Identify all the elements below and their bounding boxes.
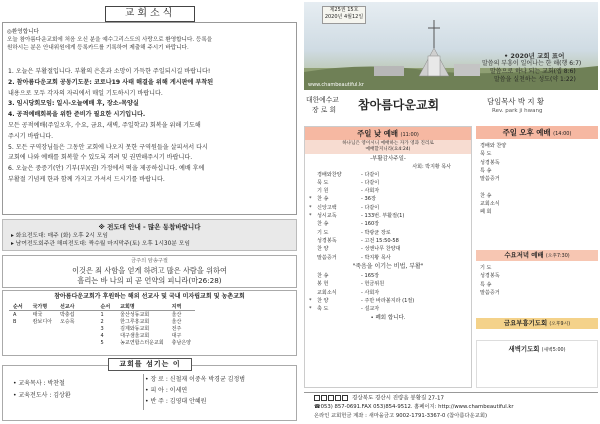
order-row [309, 272, 471, 280]
mission-cell [56, 339, 97, 346]
sermon-title: "죽음을 이기는 비법, 부활" [352, 262, 424, 270]
order-item: 신앙고백 [317, 204, 337, 211]
order-item: 찬 양 [317, 297, 329, 304]
order-detail: - 고전 15:50-58 [361, 237, 399, 244]
mission-cell: 오승목 [60, 319, 75, 325]
afternoon-header [476, 126, 598, 139]
order-row [309, 237, 471, 245]
morning-intro [305, 140, 471, 154]
order-row: 말씀증거 [480, 289, 500, 296]
order-detail: - 다같이 [361, 171, 380, 178]
wednesday-title: 수요저녁 예배 [504, 251, 544, 259]
church-name: 참아름다운교회 [358, 98, 440, 112]
order-row [309, 195, 471, 203]
mission-cell: 울산 [171, 312, 182, 318]
pastor-name: 담임목사 박 지 황 [487, 97, 545, 106]
order-row: 성경봉독 [480, 273, 500, 280]
order-row [309, 297, 471, 305]
header-banner [304, 2, 598, 90]
mission-cell: 울산성동교회 [120, 312, 150, 318]
mission-cell: 충남은양 [171, 340, 191, 346]
wednesday-worship [476, 250, 598, 310]
order-item: 교회소식 [317, 289, 337, 296]
order-row: 특 송 [480, 281, 492, 288]
order-row: 묵 도 [480, 151, 492, 158]
order-item: 성시교독 [317, 213, 337, 220]
footer-account: 온라인 교회헌금 계좌 : 새마을금고 9002-1791-3367-0 (참아름다운교회) [314, 413, 488, 419]
guide-line-2: ▸ 남여전도회주관 해피전도대: 짝수월 마지막주(토) 오후 1시30분 모임 [11, 241, 190, 247]
order-row [309, 289, 471, 297]
afternoon-title: 주일 오후 예배 [502, 128, 551, 137]
order-detail: - 박광균 장로 [361, 229, 391, 236]
morning-header [305, 127, 471, 140]
order-item: 찬 송 [317, 196, 329, 203]
mission-cell: 농교연합스터운교회 [120, 340, 164, 346]
morning-worship [304, 126, 472, 388]
mission-title: 참아름다운교회가 후원하는 해외 선교사 및 국내 미자립교회 및 농촌교회 [54, 293, 245, 300]
order-detail: - 헌금위원 [361, 281, 385, 288]
order-item: 기 원 [317, 188, 329, 195]
order-item: 기 도 [317, 229, 329, 236]
order-item: 성경봉독 [317, 237, 337, 244]
news-item-2: 2. 참아름다운교회 공동기도문: 코로나19 사태 해결을 위해 게시판에 부착된 [8, 78, 214, 86]
news-item-3: 3. 임시당회모임: 일시-오늘예배 후, 장소-목양실 [8, 100, 139, 108]
order-row: 폐 회 [480, 209, 492, 216]
order-item: 경배와찬양 [317, 171, 342, 178]
mission-row [9, 311, 195, 319]
footer-address [314, 395, 444, 403]
morning-leader: 사회: 박지황 목사 [412, 163, 451, 170]
order-detail: - 성앤나무 찬양대 [361, 246, 401, 253]
order-row [309, 254, 471, 262]
mission-cell: 1 [100, 311, 104, 318]
order-detail: - 다같이 [361, 179, 380, 186]
afternoon-order [476, 139, 598, 220]
order-detail: - 165장 [361, 272, 380, 279]
mission-cell [29, 332, 56, 339]
guide-line-1: ▸ 화요전도대: 매주 (화) 오후 2시 모임 [11, 233, 108, 239]
order-detail: - 다같이 [361, 204, 380, 211]
news-item-4b: 모든 공적예배(주일오후, 수요, 금요, 새벽, 주일학교) 회복을 위해 기도해 [8, 121, 201, 129]
mission-header-cell: 순서 [9, 303, 29, 311]
order-row [309, 212, 471, 220]
wednesday-header [476, 250, 598, 261]
order-detail: - 사회자 [361, 289, 380, 296]
pastor-en: Rev. park ji hwang [492, 108, 543, 114]
mission-cell: B [13, 318, 17, 325]
serve-divider [143, 374, 144, 410]
serve-title: 교회를 섬기는 이 [108, 358, 192, 371]
dawn-title: 새벽기도회 [508, 345, 540, 353]
mission-cell: 5 [100, 339, 104, 346]
order-item: 봉 헌 [317, 281, 329, 288]
mission-cell [56, 325, 97, 332]
footer [304, 392, 598, 422]
order-row [309, 280, 471, 288]
mission-table [9, 303, 195, 346]
motto-line-2: 말씀으로 하나 되는 교회(엡 8:6) [490, 68, 576, 75]
order-mark: * [309, 213, 312, 220]
mission-cell: 캄보디아 [32, 319, 52, 325]
order-row [309, 179, 471, 187]
friday-title: 금요부흥기도회 [503, 319, 548, 327]
motto-line-3: 말씀을 실천하는 성도(약 1:22) [494, 76, 576, 83]
morning-order [305, 171, 471, 262]
order-row: 교회소식 [480, 201, 500, 208]
mission-support [2, 290, 297, 356]
order-row [309, 305, 471, 313]
order-row [309, 245, 471, 253]
wednesday-time: (오후7:30) [545, 254, 570, 259]
order-detail: - 설교자 [361, 306, 380, 313]
friday-header [476, 318, 598, 329]
friday-prayer [476, 318, 598, 340]
right-panel [302, 0, 600, 424]
morning-sub: -부활감사주일- [370, 156, 406, 163]
order-row [309, 187, 471, 195]
friday-time: (오후9시) [549, 322, 571, 327]
dawn-time: (새벽5:00) [541, 348, 566, 353]
verse-line-1: 이것은 죄 사함을 얻게 하려고 많은 사람을 위하여 [72, 266, 227, 275]
intro-line-2: 예배할지니라(요4:24) [365, 147, 411, 153]
mission-cell [9, 325, 29, 332]
order-detail: - 주만 바라볼지라 (1절) [361, 297, 415, 304]
mission-cell: A [13, 311, 17, 318]
motto-line-1: 말씀의 부흥이 일어나는 한 해(행 6:7) [482, 60, 582, 67]
order-item: 묵 도 [317, 179, 329, 186]
issue-top: 제25권 15호 [329, 7, 359, 13]
footer-phone: ☎053) 857-0691.FAX 053)854-9512. 홈페이지: http://www.chambeautiful.kr [314, 404, 514, 410]
welcome-label: ◎환영합니다 [7, 29, 39, 35]
news-list [8, 67, 213, 186]
welcome-line-1: 오늘 참아름다운교회에 처음 오신 분을 예수그리스도의 사랑으로 환영합니다. 등록을 [7, 37, 213, 43]
order-mark: * [309, 297, 312, 304]
morning-closing: • 폐회 합니다. [370, 315, 406, 322]
order-item: 축 도 [317, 306, 329, 313]
order-mark: * [309, 196, 312, 203]
order-item: 찬 송 [317, 272, 329, 279]
news-item-6: 6. 오늘은 중증기(안) 기부(부)(권) 가정에서 떡을 제공하십니다. 예배 후에 [8, 165, 205, 173]
order-item: 말씀증거 [317, 254, 337, 261]
mission-cell: 울산 [171, 319, 182, 325]
motto-title: • 2020년 교회 표어 [504, 52, 565, 60]
serve-left-1: • 교육목사 : 박찬철 [13, 380, 65, 387]
mission-cell: 3 [100, 325, 104, 332]
order-row: 찬 송 [480, 192, 492, 199]
news-item-4c: 주시기 바랍니다. [8, 132, 54, 140]
afternoon-time: (14:00) [553, 131, 572, 137]
dawn-header [477, 345, 597, 354]
order-mark: * [309, 204, 312, 211]
news-item-6b: 부활절 기념케 한과 함께 가지고 가셔서 드시기를 바랍니다. [8, 175, 165, 183]
serve-box [2, 365, 297, 421]
news-item-1: 1. 오늘은 부활절입니다. 부활의 은혼과 소망이 가득한 주일되시길 바랍니다! [8, 68, 211, 75]
order-row [309, 220, 471, 228]
order-row: 성경봉독 [480, 159, 500, 166]
order-item: 찬 송 [317, 221, 329, 228]
order-mark: * [309, 306, 312, 313]
serve-left-2: • 교육전도사 : 김상환 [13, 392, 71, 399]
issue-box [322, 6, 366, 24]
order-item: 찬 양 [317, 246, 329, 253]
mission-row [9, 332, 195, 339]
denomination-2: 장 로 회 [312, 106, 337, 114]
order-row [309, 204, 471, 212]
mission-cell: 대구 [171, 333, 182, 339]
mission-cell [9, 332, 29, 339]
mission-header-cell: 교회명 [116, 303, 167, 311]
order-detail: - 사회자 [361, 188, 380, 195]
order-row [480, 183, 594, 191]
mission-cell: 2 [100, 318, 104, 325]
guide-title: ※ 전도대 안내 - 많은 동참바랍니다 [98, 223, 201, 231]
morning-title: 주일 낮 예배 [357, 129, 398, 138]
serve-right-3: • 반 주 : 김영대 안혜원 [145, 398, 207, 405]
welcome-line-2: 원하시는 분은 안내위원에게 등록카드를 기록하여 제출해 주시기 바랍니다. [7, 45, 189, 51]
mission-header-cell: 순서 [97, 303, 117, 311]
afternoon-worship [476, 126, 598, 246]
morning-time: (11:00) [400, 132, 419, 138]
mission-row [9, 325, 195, 332]
mission-cell: 한그루흥교회 [120, 319, 150, 325]
dawn-prayer [476, 340, 598, 388]
mission-cell [29, 339, 56, 346]
serve-right-2: • 피 아 : 이세연 [145, 387, 188, 394]
mission-cell: 4 [100, 332, 104, 339]
mission-row [9, 318, 195, 325]
verse-title: 금주의 암송구절 [131, 258, 168, 264]
denomination-1: 대한예수교 [306, 96, 339, 104]
site-url: www.chambeautiful.kr [308, 82, 364, 88]
order-row [309, 229, 471, 237]
order-detail: - 박지황 목사 [361, 254, 391, 261]
order-row: 경배와 찬양 [480, 143, 507, 149]
order-row: 기 도 [480, 265, 492, 271]
mission-header-cell: 국가명 [29, 303, 56, 311]
order-row: 특 송 [480, 167, 492, 174]
address-text: 경상북도 경산시 진량읍 봉황길 27-17 [352, 395, 445, 402]
news-box [2, 22, 297, 215]
order-detail: - 36장 [361, 196, 376, 203]
mission-cell: 대구샘울교회 [120, 333, 150, 339]
mission-header-cell: 선교사 [56, 303, 97, 311]
news-item-4: 4. 공적예배회복을 위한 준비가 필요한 시기입니다. [8, 111, 146, 119]
news-item-5b: 교회에 나와 예배를 회복할 수 있도록 격려 및 권면해주시기 바랍니다. [8, 154, 193, 162]
order-detail: - 133번. 부활절(1) [361, 213, 405, 220]
mission-row [9, 339, 195, 346]
mission-header-cell: 지역 [168, 303, 195, 311]
news-item-2b: 내용으로 모두 각자의 자리에서 매일 기도하시기 바랍니다. [8, 89, 163, 97]
serve-right-1: • 장 로 : 신철재 이중옥 박경균 김정범 [145, 376, 246, 383]
order-detail: - 160장 [361, 221, 380, 228]
wednesday-order [476, 261, 598, 300]
mission-cell [9, 339, 29, 346]
evangelism-guide [2, 219, 297, 251]
verse-line-2: 흘리는 바 나의 피 곧 언약의 피니라(마26:28) [77, 276, 222, 285]
mission-cell: 박충섭 [60, 312, 75, 318]
mission-cell: 전주 [171, 326, 182, 332]
order-row [309, 171, 471, 179]
memory-verse [2, 255, 297, 288]
news-item-5: 5. 모든 구역장님들은 그동안 교회에 나오지 못한 구역원들을 살피셔서 다시 [8, 143, 208, 151]
intro-line-1: 하나님은 영이시니 예배하는 자가 영과 진리로 [342, 141, 434, 146]
issue-date: 2020년 4월12일 [324, 13, 364, 20]
order-row: 말씀증거 [480, 176, 500, 183]
mission-cell: 태국 [32, 312, 43, 318]
morning-order-2 [305, 272, 471, 313]
news-title: 교회소식 [105, 6, 195, 22]
mission-cell: 김제와동교회 [120, 326, 150, 332]
mission-cell [56, 332, 97, 339]
mission-cell [29, 325, 56, 332]
